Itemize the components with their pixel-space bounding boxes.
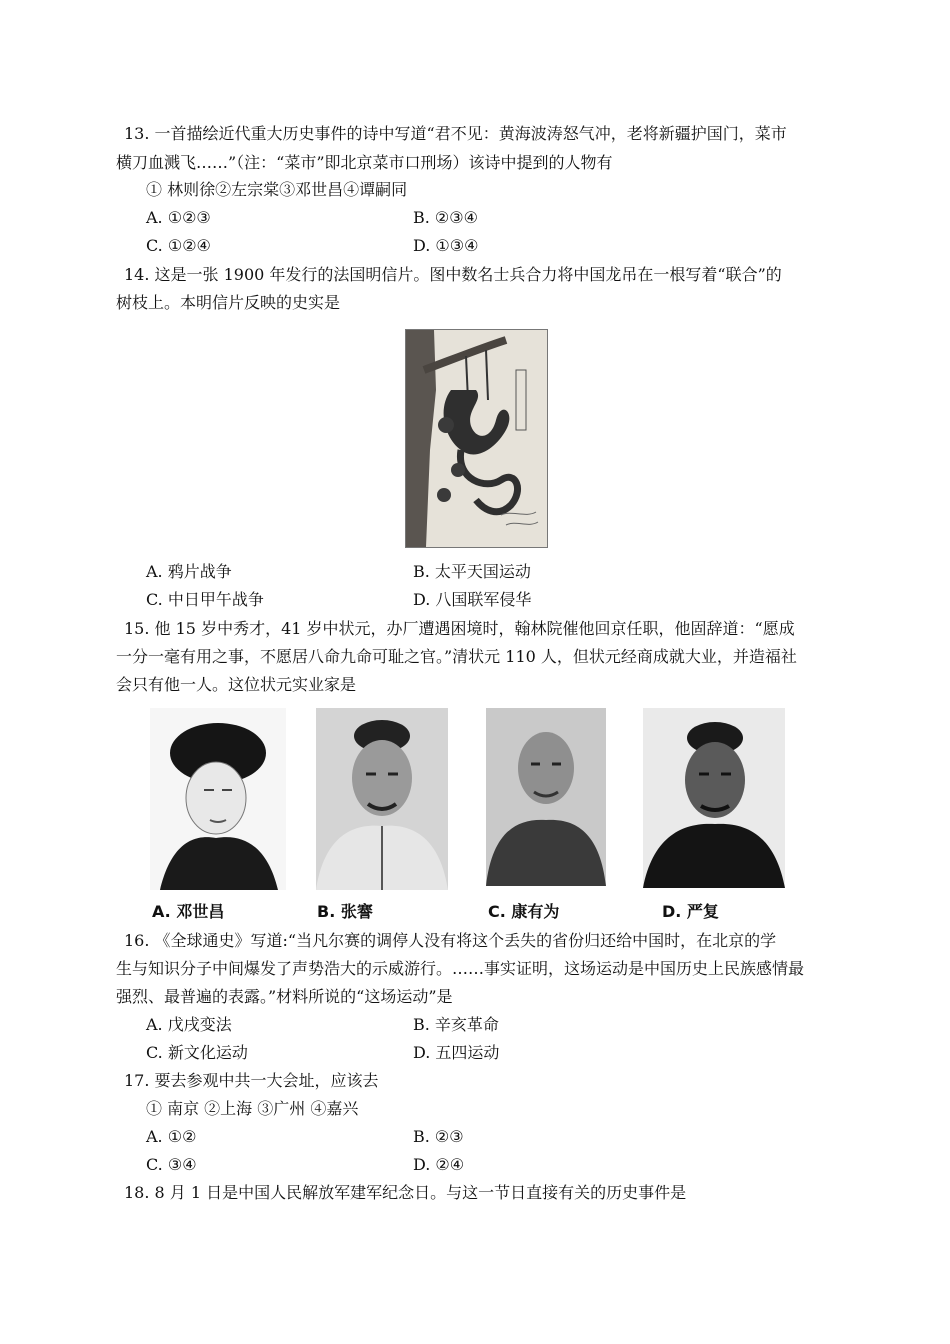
postcard-image bbox=[405, 329, 548, 548]
q16-stem-line3: 强烈、最普遍的表露。”材料所说的“这场运动”是 bbox=[116, 987, 453, 1006]
q13-option-a: A. ①②③ bbox=[146, 208, 211, 227]
q13-option-b: B. ②③④ bbox=[413, 208, 478, 227]
portrait-b bbox=[316, 708, 448, 890]
q16-option-d: D. 五四运动 bbox=[413, 1043, 500, 1062]
portrait-b-figure bbox=[316, 708, 448, 890]
q14-option-c: C. 中日甲午战争 bbox=[146, 590, 264, 609]
q16-option-c: C. 新文化运动 bbox=[146, 1043, 248, 1062]
q17-stem: 17. 要去参观中共一大会址，应该去 bbox=[124, 1071, 379, 1090]
q17-items: ① 南京 ②上海 ③广州 ④嘉兴 bbox=[146, 1099, 359, 1118]
q17-option-c: C. ③④ bbox=[146, 1155, 197, 1174]
q16-option-b: B. 辛亥革命 bbox=[413, 1015, 499, 1034]
q13-items: ① 林则徐②左宗棠③邓世昌④谭嗣同 bbox=[146, 180, 408, 199]
portrait-a-figure bbox=[150, 708, 286, 890]
q14-option-d: D. 八国联军侵华 bbox=[413, 590, 532, 609]
q14-stem-line1: 14. 这是一张 1900 年发行的法国明信片。图中数名士兵合力将中国龙吊在一根写着“联合”的 bbox=[124, 265, 782, 284]
portrait-c-caption: C. 康有为 bbox=[488, 902, 560, 921]
q14-stem-line2: 树枝上。本明信片反映的史实是 bbox=[116, 293, 341, 312]
q13-option-c: C. ①②④ bbox=[146, 236, 211, 255]
portrait-d-figure bbox=[643, 708, 785, 888]
q13-option-d: D. ①③④ bbox=[413, 236, 479, 255]
portrait-d-caption: D. 严复 bbox=[662, 902, 719, 921]
q15-stem-line3: 会只有他一人。这位状元实业家是 bbox=[116, 675, 357, 694]
postcard-illustration bbox=[406, 330, 547, 547]
q15-stem-line2: 一分一毫有用之事，不愿居八命九命可耻之官。”清状元 110 人，但状元经商成就大业，并造福社 bbox=[116, 647, 797, 666]
q18-stem: 18. 8 月 1 日是中国人民解放军建军纪念日。与这一节日直接有关的历史事件是 bbox=[124, 1183, 687, 1202]
q17-option-d: D. ②④ bbox=[413, 1155, 465, 1174]
q15-stem-line1: 15. 他 15 岁中秀才，41 岁中状元，办厂遭遇困境时，翰林院催他回京任职，他固辞道：“愿成 bbox=[124, 619, 795, 638]
portrait-b-caption: B. 张謇 bbox=[317, 902, 373, 921]
q14-option-a: A. 鸦片战争 bbox=[146, 562, 232, 581]
q17-option-a: A. ①② bbox=[146, 1127, 197, 1146]
q13-stem-line1: 13. 一首描绘近代重大历史事件的诗中写道“君不见：黄海波涛怒气冲，老将新疆护国门，菜市 bbox=[124, 124, 787, 143]
portrait-a bbox=[150, 708, 286, 890]
q16-stem-line1: 16. 《全球通史》写道:“当凡尔赛的调停人没有将这个丢失的省份归还给中国时，在北京的学 bbox=[124, 931, 777, 950]
q17-option-b: B. ②③ bbox=[413, 1127, 464, 1146]
q16-option-a: A. 戊戌变法 bbox=[146, 1015, 232, 1034]
portrait-a-caption: A. 邓世昌 bbox=[152, 902, 225, 921]
q16-stem-line2: 生与知识分子中间爆发了声势浩大的示威游行。……事实证明，这场运动是中国历史上民族感情最 bbox=[116, 959, 805, 978]
q14-option-b: B. 太平天国运动 bbox=[413, 562, 531, 581]
portrait-c-figure bbox=[486, 708, 606, 886]
portrait-c bbox=[486, 708, 606, 886]
portrait-d bbox=[643, 708, 785, 888]
q13-stem-line2: 横刀血溅飞……”（注：“菜市”即北京菜市口刑场）该诗中提到的人物有 bbox=[116, 153, 613, 172]
